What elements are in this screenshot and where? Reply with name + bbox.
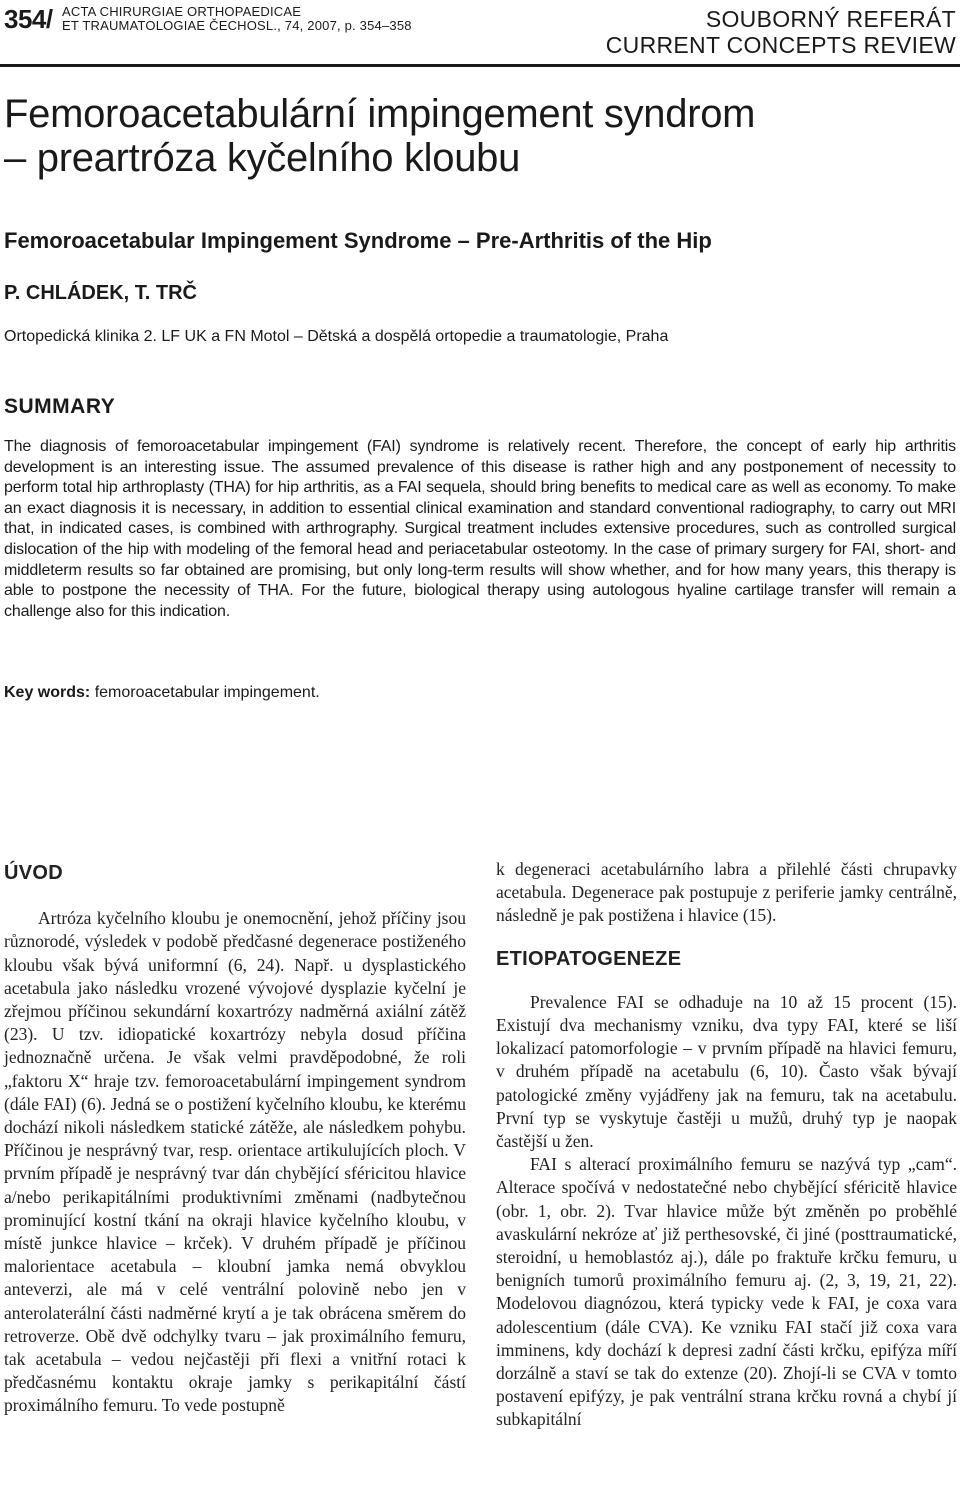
journal-citation — [62, 5, 412, 33]
page-number: 354/ — [4, 4, 53, 34]
page-header — [0, 0, 960, 62]
summary-text: The diagnosis of femoroacetabular impingement (FAI) syndrome is relatively recent. Therefore, the concept of early hip arthritis development is an interesting issue. The assumed prevalence of this disease is rather high and any postponement of necessity to perform total hip arthroplasty (THA) for hip arthritis, as a FAI sequela, should bring benefits to medical care as well as economy. To make an exact diagnosis it is necessary, in addition to essential clinical examination and standard conventional radiography, to carry out MRI that, in indicated cases, is combined with arthrography. Surgical treatment includes extensive procedures, such as controlled surgical dislocation of the hip with modeling of the femoral head and periacetabular osteotomy. In the case of primary surgery for FAI, short- and middleterm results so far obtained are promising, but only long-term results will show whether, and for how many years, this therapy is able to postpone the necessity of THA. For the future, biological therapy using autologous hyaline cartilage transfer will remain a challenge also for this indication. — [4, 438, 956, 620]
article-type-cz: SOUBORNÝ REFERÁT — [705, 6, 956, 32]
keywords — [4, 684, 320, 702]
affiliation: Ortopedická klinika 2. LF UK a FN Motol – Dětská a dospělá ortopedie a traumatologie, Praha — [4, 328, 669, 345]
paragraph: Artróza kyčelního kloubu je onemocnění, jehož příčiny jsou různorodé, výsledek v podobě předčasné degenerace postiženého kloubu však bývá uniformní (6, 24). Např. u dysplastického acetabula jako následku vrozené vývojové dysplazie kyčelní je zřejmou příčinou sekundární koxartrózy nadměrná axiální zátěž (23). U tzv. idiopatické koxartrózy nebyla dosud příčina jednoznačně určena. Je však velmi pravděpodobné, že roli „faktoru X“ hraje tzv. femoroacetabulární impingement syndrom (dále FAI) (6). Jedná se o postižení kyčelního kloubu, ke kterému dochází nikoli následkem statické zátěže, ale následkem pohybu. Příčinou je nesprávný tvar, resp. orientace artikulujících ploch. V prvním případě je nesprávný tvar dán chybějící sféricitou hlavice a/nebo perikapitálními produktivními změnami (nadbytečnou prominující kostní tkání na okraji hlavice kyčelního kloubu, v místě junkce hlavice – krček). V druhém případě je příčinou malorientace acetabula – kloubní jamka nemá obvyklou anteverzi, ale má v celé ventrální polovině nebo jen v anterolaterální části nadměrné krytí a je tak obrácena směrem do retroverze. Obě dvě odchylky tvaru – jak proximálního femuru, tak acetabula – vedou nejčastěji při flexi a vnitřní rotaci k předčasnému kontaktu okraje jamky s perikapitální částí proximálního femuru. To vede postupně — [4, 908, 466, 1416]
article-title — [4, 92, 755, 180]
summary-heading: SUMMARY — [4, 395, 116, 418]
paragraph: FAI s alterací proximálního femuru se nazývá typ „cam“. Alterace spočívá v nedostatečné nebo chybějící sféricitě hlavice (obr. 1, obr. 2). Tvar hlavice může být změněn po proběhlé avaskulární nekróze ať již perthesovské, či jiné (posttraumatické, steroidní, u hemoblastóz aj.), dále po fraktuře krčku femuru, u benigních tumorů proximálního femuru aj. (2, 3, 19, 21, 22). Modelovou diagnózou, která typicky vede k FAI, je coxa vara adolescentium (dále CVA). Ke vzniku FAI stačí již coxa vara imminens, kdy dochází k depresi zadní části krčku, epifýza míří dorzálně a staví se tak do extenze (20). Zhojí-li se CVA v tomto postavení epifýzy, je pak ventrální strana krčku rovná a chybí jí subkapitální — [496, 1154, 957, 1430]
body-column-left — [4, 858, 466, 1418]
body-column-right — [496, 858, 957, 1432]
journal-line-2: ET TRAUMATOLOGIAE ČECHOSL., 74, 2007, p. 354–358 — [62, 18, 412, 33]
section-heading-uvod: ÚVOD — [4, 862, 63, 884]
keywords-label: Key words: — [4, 684, 91, 701]
article-type-en: CURRENT CONCEPTS REVIEW — [605, 32, 956, 58]
section-heading-etiopatogeneze: ETIOPATOGENEZE — [496, 947, 682, 970]
article-title-line-1: Femoroacetabulární impingement syndrom — [4, 92, 756, 136]
paragraph: k degeneraci acetabulárního labra a přilehlé části chrupavky acetabula. Degenerace pak postupuje z periferie jamky centrálně, následně je pak postižena i hlavice (15). — [496, 859, 957, 926]
article-title-line-2: – preartróza kyčelního kloubu — [4, 136, 521, 180]
article-type — [606, 6, 956, 58]
header-divider — [0, 64, 960, 67]
paragraph: Prevalence FAI se odhaduje na 10 až 15 procent (15). Existují dva mechanismy vzniku, dva typy FAI, které se liší lokalizací patomorfologie – v prvním případě na hlavici femuru, v druhém případě na acetabulu (6, 10). Často však bývají patologické změny vyjádřeny jak na femuru, tak na acetabulu. První typ se vyskytuje častěji u mužů, druhý typ je naopak častější u žen. — [496, 991, 957, 1152]
keywords-value: femoroacetabular impingement. — [90, 684, 320, 701]
journal-line-1: ACTA CHIRURGIAE ORTHOPAEDICAE — [62, 4, 302, 19]
authors: P. CHLÁDEK, T. TRČ — [4, 282, 197, 304]
article-title-english: Femoroacetabular Impingement Syndrome – Pre-Arthritis of the Hip — [4, 228, 712, 253]
